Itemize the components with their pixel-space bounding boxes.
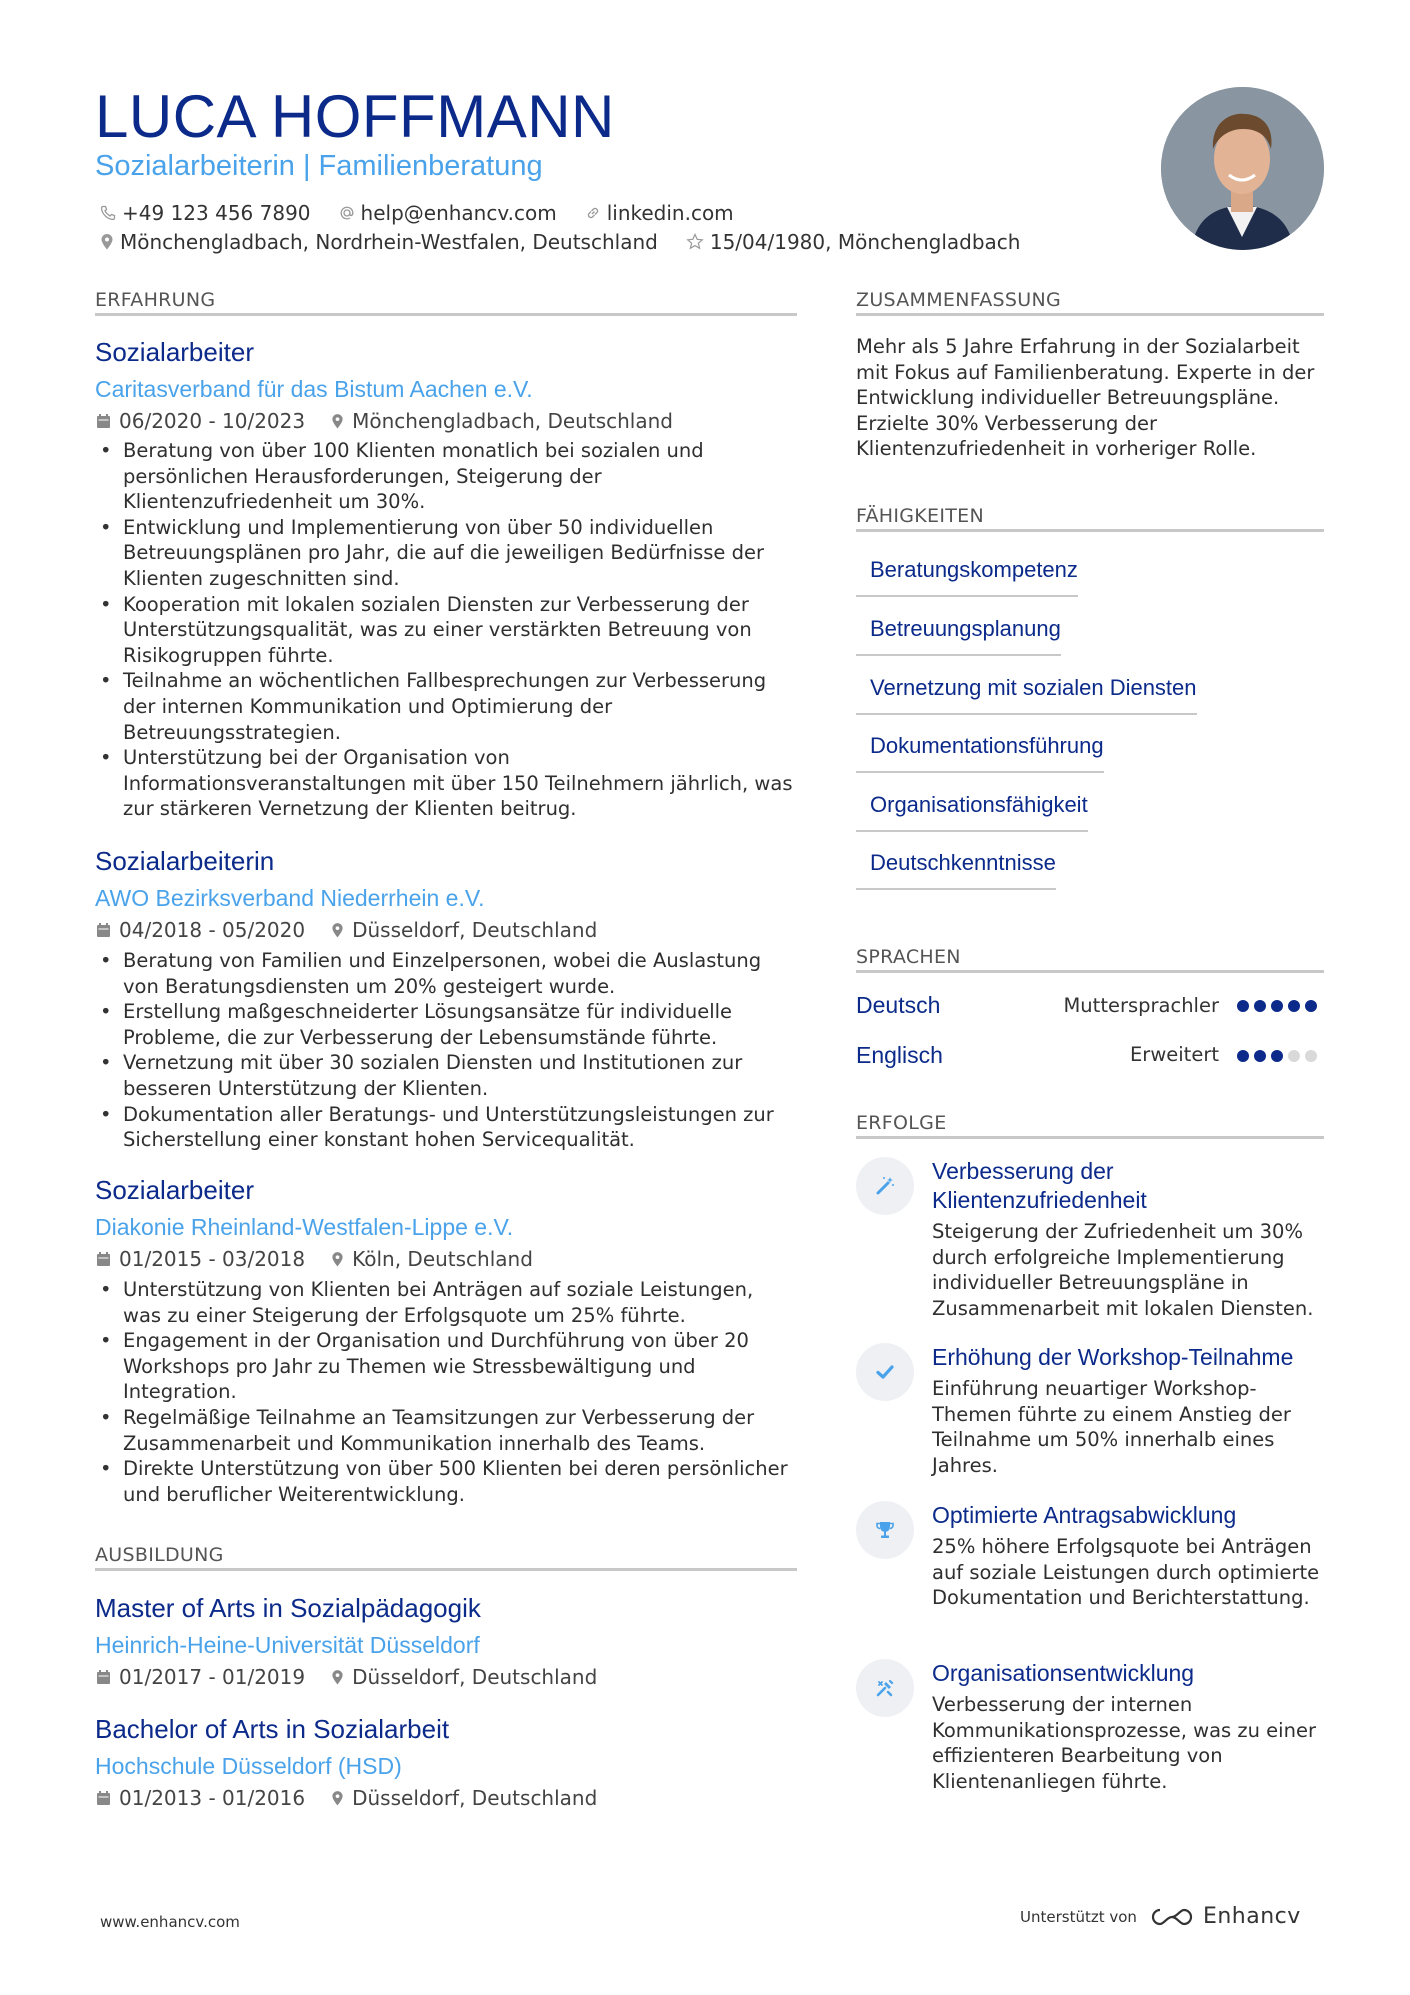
phone-contact (100, 200, 311, 226)
education-dates (96, 1785, 305, 1811)
rating-dot-filled (1254, 1050, 1266, 1062)
school-name: Heinrich-Heine-Universität Düsseldorf (95, 1632, 480, 1658)
section-heading-achievements: ERFOLGE (856, 1112, 947, 1134)
skill-tag: Beratungskompetenz (856, 556, 1078, 597)
location-contact (100, 229, 658, 255)
email-contact[interactable] (339, 200, 557, 226)
trophy-icon (874, 1519, 896, 1541)
section-heading-education: AUSBILDUNG (95, 1544, 224, 1566)
achievement-desc: Einführung neuartiger Workshop-Themen führte zu einem Anstieg der Teilnahme um 50% innerhalb eines Jahres. (932, 1377, 1291, 1477)
language-name: Englisch (856, 1042, 943, 1068)
education-location (331, 1785, 597, 1811)
language-level: Muttersprachler (1063, 994, 1219, 1017)
star-icon (686, 233, 704, 251)
powered-by-label: Unterstützt von (1020, 1907, 1137, 1926)
section-divider (95, 313, 797, 316)
job-location (331, 1246, 533, 1272)
section-divider (856, 1136, 1324, 1139)
bullet-item: • Kooperation mit lokalen sozialen Diensten zur Verbesserung der Unterstützungsqualität, was zu einer verstärkten Betreuung von Risikogruppen führte. (97, 592, 797, 669)
section-heading-languages: SPRACHEN (856, 946, 961, 968)
bullet-item: • Engagement in der Organisation und Durchführung von über 20 Workshops pro Jahr zu Themen wie Stressbewältigung und Integration. (97, 1328, 797, 1405)
bullet-item: • Dokumentation aller Beratungs- und Unterstützungsleistungen zur Sicherstellung einer konstant hohen Servicequalität. (97, 1102, 797, 1153)
section-divider (856, 529, 1324, 532)
phone-icon (100, 205, 116, 221)
achievement-icon-wrap (856, 1157, 914, 1215)
bullet-item: • Beratung von über 100 Klienten monatlich bei sozialen und persönlichen Herausforderungen, Steigerung der Klientenzufriedenheit um 30%. (97, 438, 797, 515)
bullet-item: • Entwicklung und Implementierung von über 50 individuellen Betreuungsplänen pro Jahr, die auf die jeweiligen Bedürfnisse der Klienten zugeschnitten sind. (97, 515, 797, 592)
job-dates (96, 917, 305, 943)
job-dates-text: 04/2018 - 05/2020 (119, 918, 306, 942)
linkedin-text: linkedin.com (606, 201, 734, 225)
calendar-icon (96, 1669, 111, 1685)
section-heading-skills: FÄHIGKEITEN (856, 505, 984, 527)
section-divider (856, 970, 1324, 973)
rating-dot-filled (1237, 1000, 1249, 1012)
calendar-icon (96, 922, 111, 938)
job-dates-text: 06/2020 - 10/2023 (119, 409, 306, 433)
bullet-item: • Unterstützung von Klienten bei Anträgen auf soziale Leistungen, was zu einer Steigerung der Erfolgsquote um 25% führte. (97, 1277, 797, 1328)
achievement-title: Erhöhung der Workshop-Teilnahme (932, 1344, 1294, 1370)
degree-title: Bachelor of Arts in Sozialarbeit (95, 1714, 450, 1744)
job-location (331, 917, 597, 943)
language-name: Deutsch (856, 992, 941, 1018)
job-location-text: Mönchengladbach, Deutschland (352, 409, 673, 433)
bullet-item: • Teilnahme an wöchentlichen Fallbesprechungen zur Verbesserung der internen Kommunikation und Optimierung der Betreuungsstrategien. (97, 668, 797, 745)
at-icon (339, 205, 355, 221)
section-divider (95, 1568, 797, 1571)
education-meta (96, 1664, 623, 1690)
map-pin-icon (331, 1669, 344, 1686)
achievement-title: Verbesserung der Klientenzufriedenheit (932, 1158, 1147, 1213)
check-icon (874, 1361, 896, 1383)
skill-tag: Vernetzung mit sozialen Diensten (856, 674, 1197, 715)
achievement-desc: Verbesserung der internen Kommunikationsprozesse, was zu einer effizienteren Bearbeitung von Klientenanliegen führte. (932, 1693, 1316, 1793)
candidate-headline: Sozialarbeiterin | Familienberatung (95, 150, 543, 182)
footer-powered-by[interactable] (1020, 1904, 1301, 1929)
achievement-title: Optimierte Antragsabwicklung (932, 1502, 1237, 1528)
calendar-icon (96, 1251, 111, 1267)
achievement-desc: Steigerung der Zufriedenheit um 30% durch erfolgreiche Implementierung individueller Betreuungspläne in Zusammenarbeit mit lokalen Diensten. (932, 1220, 1314, 1320)
language-rating (1237, 1000, 1317, 1012)
achievement-icon-wrap (856, 1343, 914, 1401)
bullet-item: • Beratung von Familien und Einzelpersonen, wobei die Auslastung von Beratungsdiensten um 20% gesteigert wurde. (97, 948, 797, 999)
calendar-icon (96, 1790, 111, 1806)
education-dates-text: 01/2013 - 01/2016 (119, 1786, 306, 1810)
link-icon (585, 205, 601, 221)
contact-row-2 (100, 229, 1048, 255)
skill-tag: Betreuungsplanung (856, 615, 1061, 656)
job-title: Sozialarbeiter (95, 1175, 254, 1205)
job-company: Caritasverband für das Bistum Aachen e.V. (95, 376, 533, 402)
calendar-icon (96, 413, 111, 429)
job-title: Sozialarbeiter (95, 337, 254, 367)
candidate-name: LUCA HOFFMANN (95, 83, 615, 150)
job-dates (96, 408, 305, 434)
education-location-text: Düsseldorf, Deutschland (352, 1786, 598, 1810)
rating-dot-filled (1237, 1050, 1249, 1062)
job-bullets (97, 438, 797, 822)
bullet-item: • Regelmäßige Teilnahme an Teamsitzungen zur Verbesserung der Zusammenarbeit und Kommunikation innerhalb des Teams. (97, 1405, 797, 1456)
profile-photo (1161, 87, 1324, 250)
summary-text: Mehr als 5 Jahre Erfahrung in der Sozialarbeit mit Fokus auf Familienberatung. Experte in der Entwicklung individueller Betreuungspläne. Erzielte 30% Verbesserung der Klientenzufriedenheit in vorheriger Rolle. (856, 335, 1315, 461)
rating-dot-filled (1271, 1050, 1283, 1062)
section-divider (856, 313, 1324, 316)
section-heading-summary: ZUSAMMENFASSUNG (856, 289, 1061, 311)
job-location-text: Düsseldorf, Deutschland (352, 918, 598, 942)
map-pin-icon (331, 922, 344, 939)
job-location-text: Köln, Deutschland (352, 1247, 533, 1271)
education-location (331, 1664, 597, 1690)
job-meta (96, 917, 623, 943)
job-title: Sozialarbeiterin (95, 846, 275, 876)
birth-contact (686, 229, 1021, 255)
footer-website[interactable]: www.enhancv.com (100, 1913, 240, 1931)
achievement-icon-wrap (856, 1659, 914, 1717)
rating-dot-filled (1288, 1000, 1300, 1012)
job-meta (96, 1246, 559, 1272)
skill-tag: Dokumentationsführung (856, 732, 1104, 773)
language-level: Erweitert (1129, 1043, 1219, 1066)
skill-tag: Organisationsfähigkeit (856, 791, 1088, 832)
bullet-item: • Unterstützung bei der Organisation von Informationsveranstaltungen mit über 150 Teilnehmern jährlich, was zur stärkeren Vernetzung der Klienten beitrug. (97, 745, 797, 822)
enhancv-logo-icon (1149, 1906, 1195, 1928)
achievement-title: Organisationsentwicklung (932, 1660, 1195, 1686)
job-bullets (97, 1277, 797, 1507)
location-text: Mönchengladbach, Nordrhein-Westfalen, Deutschland (120, 230, 658, 254)
job-dates-text: 01/2015 - 03/2018 (119, 1247, 306, 1271)
map-pin-icon (331, 1251, 344, 1268)
education-location-text: Düsseldorf, Deutschland (352, 1665, 598, 1689)
rating-dot-empty (1288, 1050, 1300, 1062)
phone-text: +49 123 456 7890 (122, 201, 311, 225)
rating-dot-filled (1254, 1000, 1266, 1012)
achievement-icon-wrap (856, 1501, 914, 1559)
job-company: AWO Bezirksverband Niederrhein e.V. (95, 885, 485, 911)
bullet-item: • Direkte Unterstützung von über 500 Klienten bei deren persönlicher und beruflicher Weiterentwicklung. (97, 1456, 797, 1507)
rating-dot-filled (1271, 1000, 1283, 1012)
language-rating (1237, 1050, 1317, 1062)
achievement-desc: 25% höhere Erfolgsquote bei Anträgen auf soziale Leistungen durch optimierte Dokumentation und Berichterstattung. (932, 1535, 1320, 1610)
bullet-item: • Vernetzung mit über 30 sozialen Diensten und Institutionen zur besseren Unterstützung der Klienten. (97, 1050, 797, 1101)
contact-row-1 (100, 200, 762, 226)
rating-dot-filled (1305, 1000, 1317, 1012)
bullet-item: • Erstellung maßgeschneiderter Lösungsansätze für individuelle Probleme, die zur Verbesserung der Lebensumstände führte. (97, 999, 797, 1050)
degree-title: Master of Arts in Sozialpädagogik (95, 1593, 481, 1623)
job-company: Diakonie Rheinland-Westfalen-Lippe e.V. (95, 1214, 514, 1240)
job-bullets (97, 948, 797, 1153)
job-location (331, 408, 673, 434)
job-meta (96, 408, 699, 434)
education-meta (96, 1785, 623, 1811)
education-dates-text: 01/2017 - 01/2019 (119, 1665, 306, 1689)
rating-dot-empty (1305, 1050, 1317, 1062)
magic-wand-icon (873, 1174, 897, 1198)
birth-text: 15/04/1980, Mönchengladbach (709, 230, 1021, 254)
tools-icon (873, 1676, 897, 1700)
section-heading-experience: ERFAHRUNG (95, 289, 216, 311)
map-pin-icon (331, 1790, 344, 1807)
education-dates (96, 1664, 305, 1690)
linkedin-contact[interactable] (585, 200, 734, 226)
skill-tag: Deutschkenntnisse (856, 849, 1056, 890)
job-dates (96, 1246, 305, 1272)
map-pin-icon (100, 233, 114, 251)
school-name: Hochschule Düsseldorf (HSD) (95, 1753, 402, 1779)
brand-name: Enhancv (1202, 1904, 1301, 1929)
map-pin-icon (331, 413, 344, 430)
email-text: help@enhancv.com (360, 201, 557, 225)
